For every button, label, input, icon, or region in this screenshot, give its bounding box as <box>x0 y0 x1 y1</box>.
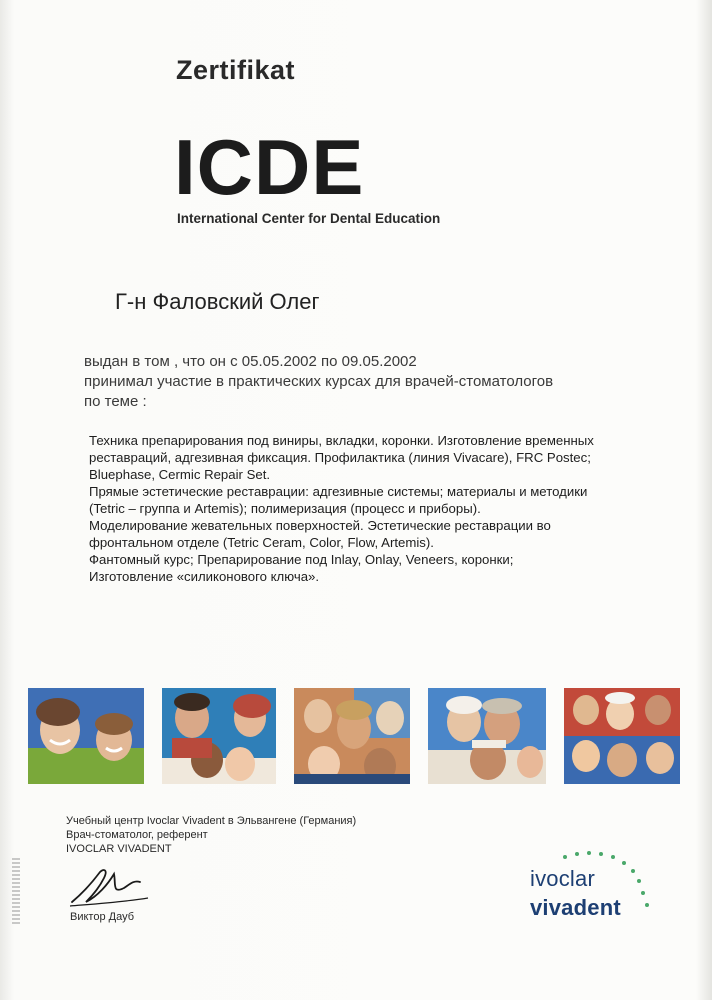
topic-line: фронтальном отделе (Tetric Ceram, Color, Flow, Artemis). <box>89 535 434 550</box>
icde-logo-text: ICDE <box>174 123 365 211</box>
topic-line: Моделирование жевательных поверхностей. Эстетические реставрации во <box>89 518 551 533</box>
topic-line: Изготовление «силиконового ключа». <box>89 569 320 584</box>
smiling-crowd-photo <box>564 688 680 784</box>
print-code-strip <box>12 858 20 926</box>
logo-word-vivadent: vivadent <box>530 895 621 920</box>
issued-statement <box>84 352 604 412</box>
issued-line: по теме : <box>84 393 147 410</box>
signer-name: Виктор Дауб <box>70 911 134 923</box>
photo-strip <box>28 688 680 784</box>
footer-line: Врач-стоматолог, референт <box>66 829 208 841</box>
smiling-elderly-couple-photo <box>428 688 546 784</box>
icde-full-name: International Center for Dental Education <box>177 211 441 226</box>
signature-image <box>64 862 154 910</box>
topic-line: Bluephase, Cermic Repair Set. <box>89 467 271 482</box>
training-center-info <box>66 814 356 856</box>
footer-line: Учебный центр Ivoclar Vivadent в Эльвангене (Германия) <box>66 815 357 827</box>
certificate-title: Zertifikat <box>176 55 296 85</box>
logo-word-ivoclar: ivoclar <box>530 866 595 891</box>
issued-line: выдан в том , что он с 05.05.2002 по 09.05.2002 <box>84 353 417 370</box>
recipient-name: Г-н Фаловский Олег <box>115 289 320 314</box>
issued-line: принимал участие в практических курсах для врачей-стоматологов <box>84 373 554 390</box>
topic-line: (Tetric – группа и Artemis); полимеризация (процесс и приборы). <box>89 501 481 516</box>
topic-line: Прямые эстетические реставрации: адгезивные системы; материалы и методики <box>89 484 588 499</box>
topic-line: реставраций, адгезивная фиксация. Профилактика (линия Vivacare), FRC Postec; <box>89 450 591 465</box>
smiling-group-photo <box>294 688 410 784</box>
topic-line: Фантомный курс; Препарирование под Inlay, Onlay, Veneers, коронки; <box>89 552 514 567</box>
smiling-family-photo <box>28 688 144 784</box>
footer-line: IVOCLAR VIVADENT <box>66 843 172 855</box>
smiling-couples-photo <box>162 688 276 784</box>
course-topics <box>89 432 649 585</box>
topic-line: Техника препарирования под виниры, вкладки, коронки. Изготовление временных <box>89 433 594 448</box>
